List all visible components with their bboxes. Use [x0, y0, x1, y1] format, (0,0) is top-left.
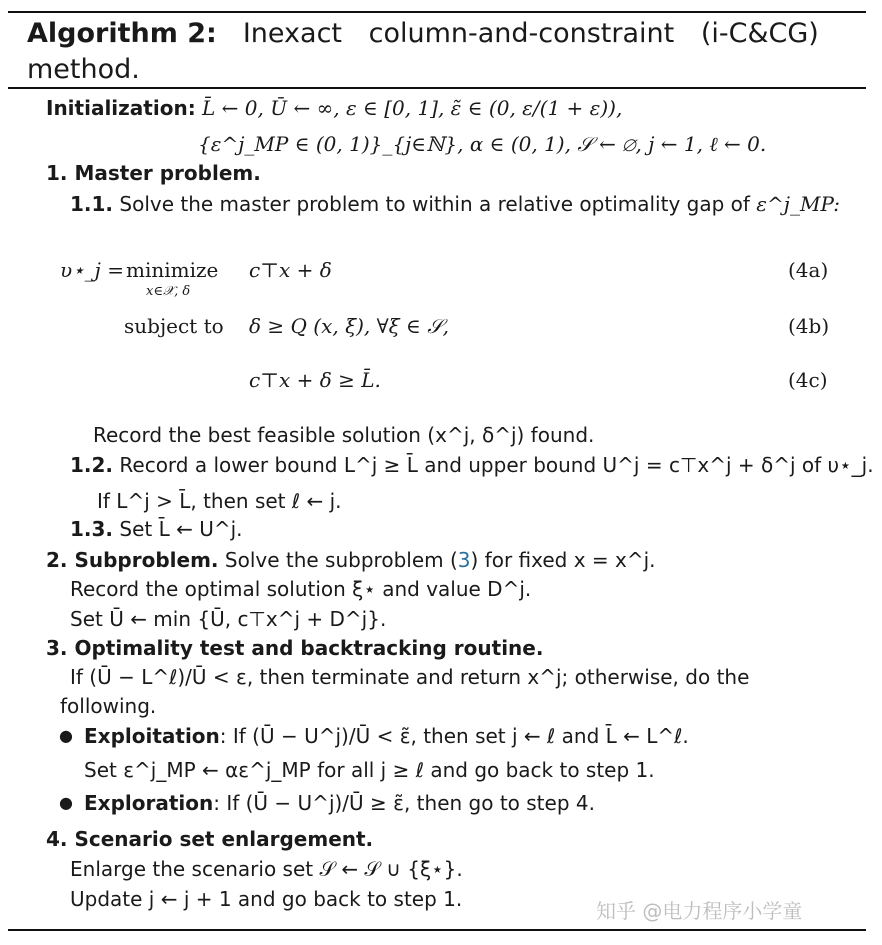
eq-minimize-sub: x∈𝒳, δ [146, 284, 191, 299]
step4-line1: Enlarge the scenario set 𝒮 ← 𝒮 ∪ {ξ⋆}. [70, 857, 463, 881]
step2-text-a: Solve the subproblem ( [224, 548, 458, 572]
step12-text: Record a lower bound L^j ≥ L̄ and upper bound U^j = c⊤x^j + δ^j of υ⋆_j. [119, 453, 874, 477]
eq-tag-4b: (4b) [788, 314, 830, 338]
exploitation-label: Exploitation [84, 724, 220, 748]
step11-symbol: ε^j_MP: [756, 192, 840, 216]
eq-4c: c⊤x + δ ≥ L̄. [249, 368, 381, 392]
step2-text-b: ) for fixed x = x^j. [470, 548, 656, 572]
algorithm-title-line2: method. [27, 54, 140, 85]
step2-record: Record the optimal solution ξ⋆ and value D^j. [70, 577, 532, 601]
algorithm-label: Algorithm 2: [27, 18, 217, 49]
step3-line1: If (Ū − L^ℓ)/Ū < ε, then terminate and return x^j; otherwise, do the [70, 665, 750, 689]
exploration-line [84, 790, 595, 816]
step4-line2: Update j ← j + 1 and go back to step 1. [70, 887, 463, 911]
bottom-rule [8, 929, 866, 931]
init-line2: {ε^j_MP ∈ (0, 1)}_{j∈ℕ}, α ∈ (0, 1), 𝒮 ← ∅, j ← 1, ℓ ← 0. [198, 132, 767, 156]
eq-4a: c⊤x + δ [249, 258, 332, 282]
step11-number: 1.1. [70, 192, 114, 216]
equation-ref-link[interactable]: 3 [457, 548, 471, 572]
step13-number: 1.3. [70, 517, 114, 541]
eq-lhs: υ⋆_j = [60, 258, 124, 282]
step2-line [46, 547, 656, 573]
exploitation-line [84, 723, 689, 749]
step12-number: 1.2. [70, 453, 114, 477]
step4-heading: 4. Scenario set enlargement. [46, 827, 374, 851]
step3-line2: following. [60, 694, 157, 718]
exploration-label: Exploration [84, 791, 214, 815]
algorithm-title [27, 16, 842, 88]
init-line1 [46, 95, 622, 121]
eq-minimize: minimize [126, 258, 219, 282]
exploitation-set: Set ε^j_MP ← αε^j_MP for all j ≥ ℓ and go back to step 1. [84, 758, 655, 782]
step3-heading: 3. Optimality test and backtracking routine. [46, 636, 544, 660]
step2-heading: 2. Subproblem. [46, 548, 219, 572]
record-best-solution: Record the best feasible solution (x^j, δ^j) found. [93, 423, 595, 447]
eq-4b: δ ≥ Q (x, ξ), ∀ξ ∈ 𝒮, [249, 314, 450, 338]
init-params-1: L̄ ← 0, Ū ← ∞, ε ∈ [0, 1], ε̃ ∈ (0, ε/(1 + ε)), [202, 96, 623, 120]
step11-text: Solve the master problem to within a relative optimality gap of [119, 192, 750, 216]
init-heading: Initialization: [46, 96, 196, 120]
top-rule [8, 11, 866, 13]
exploration-bullet: ● [59, 793, 73, 812]
zhihu-watermark: 知乎 @电力程序小学童 [596, 899, 803, 923]
eq-subject-to: subject to [124, 314, 224, 338]
eq-tag-4c: (4c) [788, 368, 828, 392]
step13-text: Set L̄ ← U^j. [119, 517, 243, 541]
step1-heading: 1. Master problem. [46, 161, 261, 185]
exploration-text: : If (Ū − U^j)/Ū ≥ ε̃, then go to step 4. [213, 791, 595, 815]
step11-line [70, 191, 840, 217]
step13-line [70, 516, 243, 542]
step12-if: If L^j > L̄, then set ℓ ← j. [97, 489, 342, 513]
step2-set: Set Ū ← min {Ū, c⊤x^j + D^j}. [70, 607, 387, 631]
step12-line [70, 452, 874, 478]
eq-tag-4a: (4a) [788, 258, 829, 282]
exploitation-bullet: ● [59, 726, 73, 745]
algorithm-title-line1: Inexact column-and-constraint (i-C&CG) [242, 18, 819, 49]
exploitation-text: : If (Ū − U^j)/Ū < ε̃, then set j ← ℓ and L̄ ← L^ℓ. [219, 724, 689, 748]
